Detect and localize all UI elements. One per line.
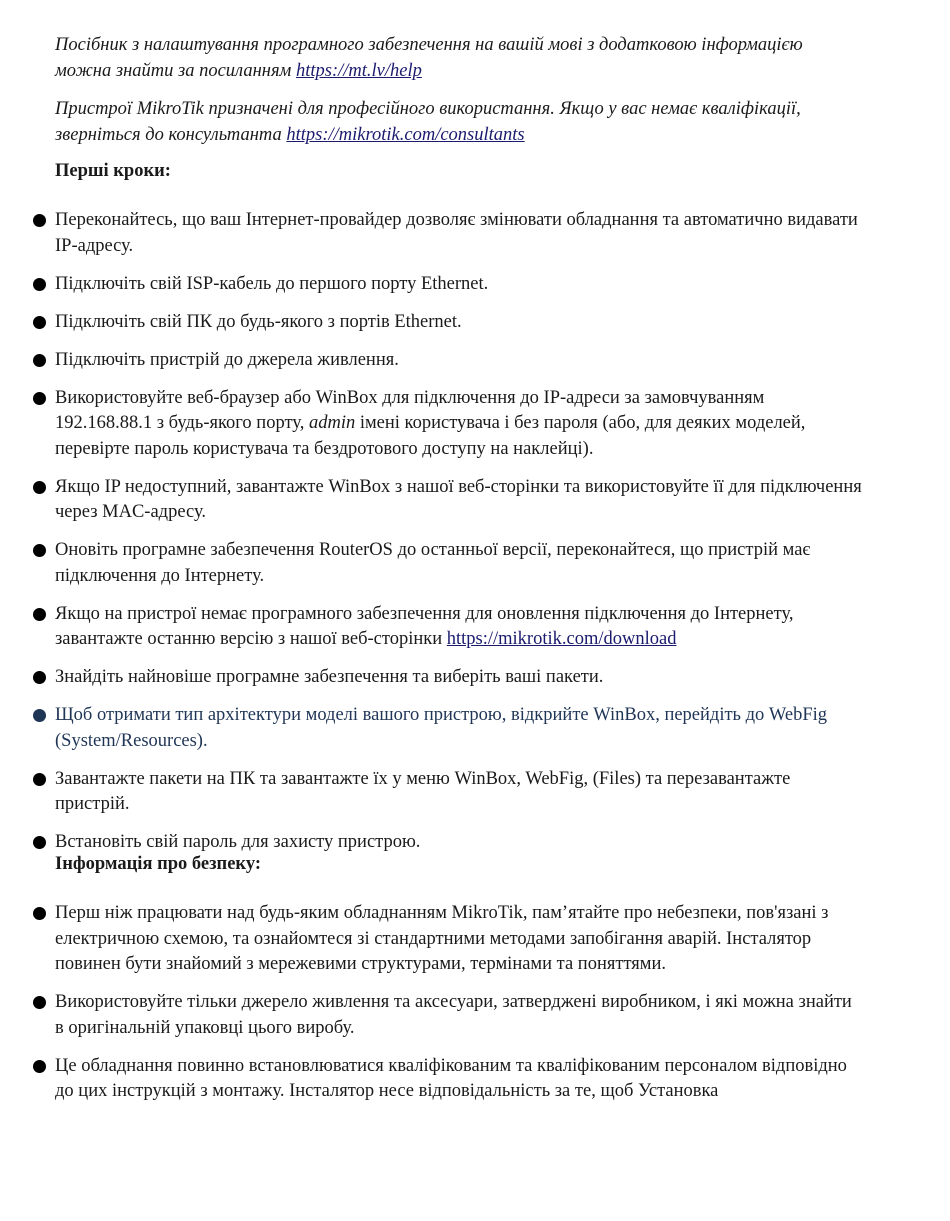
list-item	[0, 538, 865, 589]
intro-consultant-paragraph	[55, 97, 855, 148]
list-item-text: Оновіть програмне забезпечення RouterOS до останньої версії, переконайтеся, що пристрій має підключення до Інтернету.	[55, 540, 811, 586]
list-item	[0, 348, 865, 374]
bullet-icon	[33, 214, 46, 227]
list-item	[0, 665, 865, 691]
download-link[interactable]: https://mikrotik.com/download	[446, 629, 677, 649]
bullet-icon	[33, 278, 46, 291]
list-item	[0, 272, 865, 298]
bullet-icon	[33, 709, 46, 722]
list-item-text-after: імені користувача і без пароля (або, для деяких моделей, перевірте пароль користувача та бездротового доступу на наклейці).	[55, 413, 806, 459]
consultants-link[interactable]: https://mikrotik.com/consultants	[286, 124, 525, 145]
intro-help-text: Посібник з налаштування програмного забезпечення на вашій мові з додатковою інформацією можна знайти за посиланням	[55, 35, 803, 81]
bullet-icon	[33, 1060, 46, 1073]
list-item-text: Підключіть свій ISP-кабель до першого порту Ethernet.	[55, 273, 489, 294]
intro-consultant-text: Пристрої MikroTik призначені для професійного використання. Якщо у вас немає кваліфікації, зверніться до консультанта	[55, 99, 801, 145]
list-item	[0, 386, 865, 463]
bullet-icon	[33, 608, 46, 621]
list-item	[0, 990, 865, 1041]
bullet-icon	[33, 773, 46, 786]
list-item-text: Якщо на пристрої немає програмного забезпечення для оновлення підключення до Інтернету, завантажте останню версію з нашої веб-сторінки	[55, 603, 794, 649]
list-item	[0, 1054, 865, 1105]
list-item-text: Підключіть пристрій до джерела живлення.	[55, 349, 399, 370]
safety-list	[0, 901, 950, 1117]
safety-heading: Інформація про безпеку:	[55, 854, 261, 874]
list-item	[0, 475, 865, 526]
bullet-icon	[33, 671, 46, 684]
list-item-text: Перш ніж працювати над будь-яким обладнанням MikroTik, пам’ятайте про небезпеки, пов'язані з електричною схемою, та ознайомтеся зі стандартними методами запобігання аварій. Інсталятор повинен бути знайомий з мережевими структурами, термінами та поняттями.	[55, 903, 829, 974]
bullet-icon	[33, 544, 46, 557]
list-item-text-before: Використовуйте веб-браузер або WinBox для підключення до IP-адреси за замовчуванням 192.168.88.1 з будь-якого порту,	[55, 387, 765, 433]
list-item	[0, 767, 865, 818]
bullet-icon	[33, 481, 46, 494]
list-item-text: Переконайтесь, що ваш Інтернет-провайдер дозволяє змінювати обладнання та автоматично видавати IP-адресу.	[55, 210, 858, 256]
bullet-icon	[33, 392, 46, 405]
list-item-text: Встановіть свій пароль для захисту пристрою.	[55, 832, 421, 852]
first-steps-heading: Перші кроки:	[55, 161, 171, 181]
list-item-text: Знайдіть найновіше програмне забезпечення та виберіть ваші пакети.	[55, 667, 604, 687]
first-steps-list	[0, 208, 950, 856]
help-link[interactable]: https://mt.lv/help	[295, 60, 422, 81]
list-item	[0, 208, 865, 259]
admin-username: admin	[308, 413, 356, 433]
bullet-icon	[33, 354, 46, 367]
bullet-icon	[33, 836, 46, 849]
intro-help-paragraph	[55, 33, 855, 84]
list-item-text: Якщо IP недоступний, завантажте WinBox з нашої веб-сторінки та використовуйте її для підключення через MAC-адресу.	[55, 476, 862, 522]
list-item	[0, 703, 865, 754]
bullet-icon	[33, 907, 46, 920]
bullet-icon	[33, 996, 46, 1009]
list-item-text: Використовуйте тільки джерело живлення та аксесуари, затверджені виробником, і які можна знайти в оригінальній упаковці цього виробу.	[55, 992, 852, 1038]
bullet-icon	[33, 316, 46, 329]
list-item	[0, 901, 865, 978]
list-item-text: Завантажте пакети на ПК та завантажте їх у меню WinBox, WebFig, (Files) та перезавантажте пристрій.	[55, 768, 791, 814]
list-item-text: Це обладнання повинно встановлюватися кваліфікованим та кваліфікованим персоналом відповідно до цих інструкцій з монтажу. Інсталятор несе відповідальність за те, щоб Установка	[55, 1055, 847, 1101]
list-item-text: Щоб отримати тип архітектури моделі вашого пристрою, відкрийте WinBox, перейдіть до WebFig (System/Resources).	[55, 705, 828, 751]
list-item-text: Підключіть свій ПК до будь-якого з портів Ethernet.	[55, 311, 462, 332]
list-item	[0, 310, 865, 336]
list-item	[0, 602, 865, 653]
